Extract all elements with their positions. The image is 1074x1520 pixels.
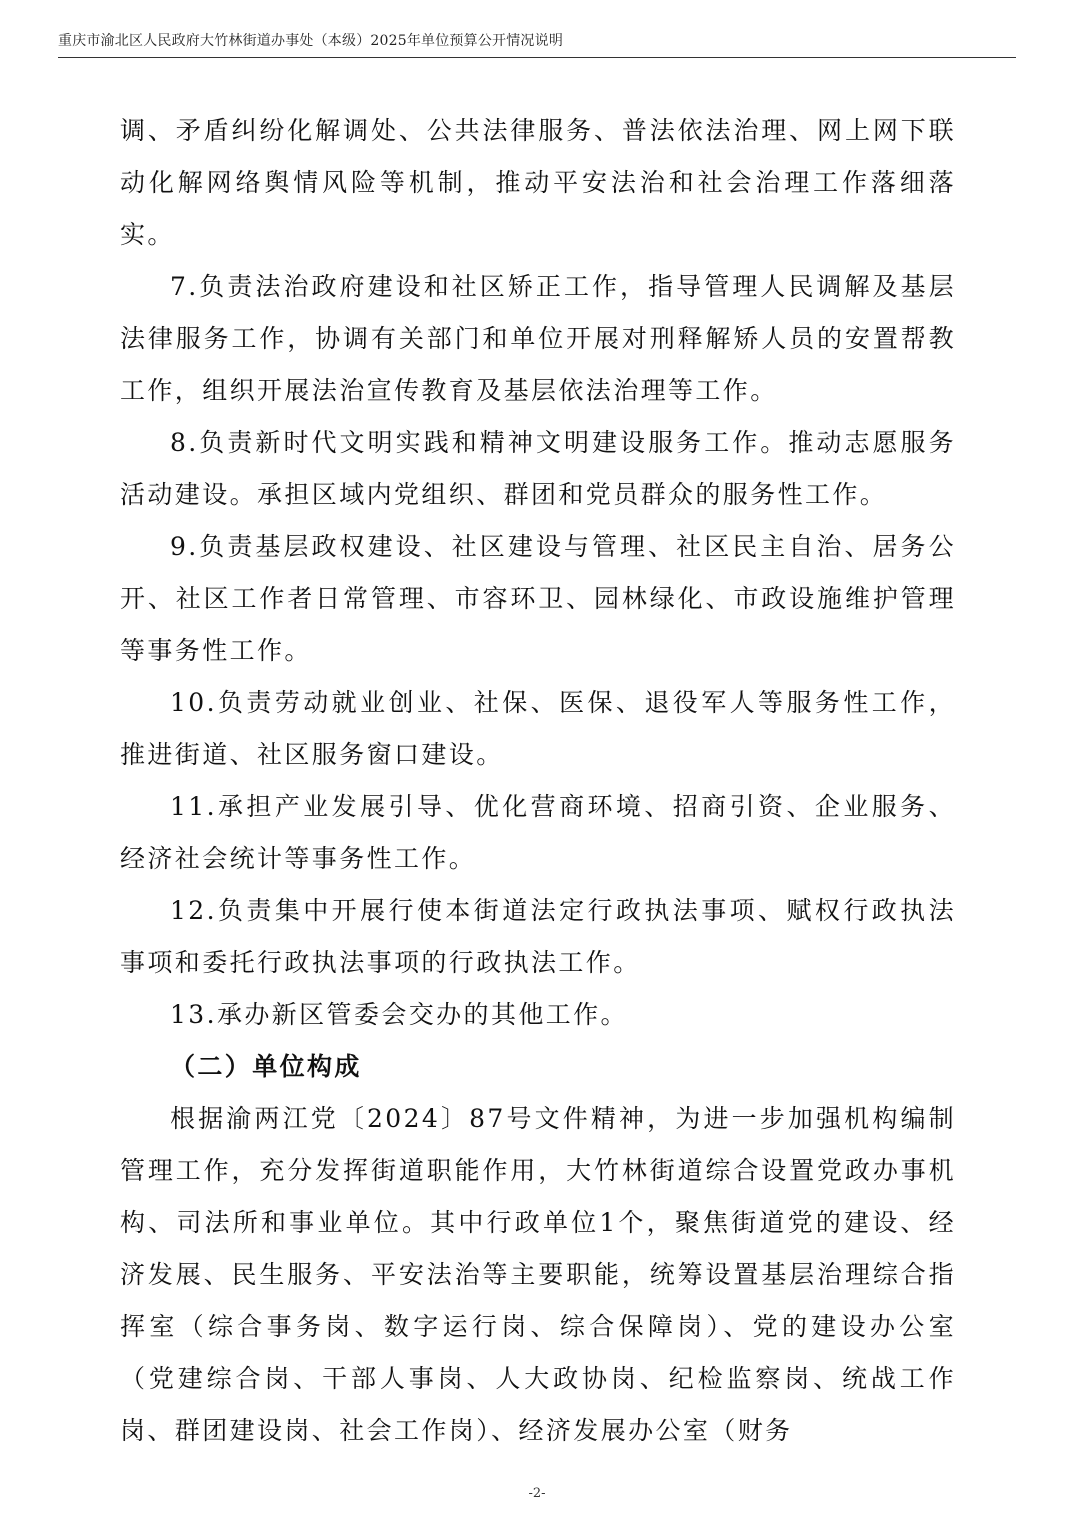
- section-body-paragraph: 根据渝两江党〔2024〕87号文件精神，为进一步加强机构编制管理工作，充分发挥街道职能作用，大竹林街道综合设置党政办事机构、司法所和事业单位。其中行政单位1个，聚焦街道党的建设、经济发展、民生服务、平安法治等主要职能，统筹设置基层治理综合指挥室（综合事务岗、数字运行岗、综合保障岗）、党的建设办公室（党建综合岗、干部人事岗、人大政协岗、纪检监察岗、统战工作岗、群团建设岗、社会工作岗）、经济发展办公室（财务: [120, 1104, 956, 1445]
- paragraph-item-12: 12.负责集中开展行使本街道法定行政执法事项、赋权行政执法事项和委托行政执法事项的行政执法工作。: [120, 896, 956, 977]
- section-heading: （二）单位构成: [170, 1052, 362, 1081]
- paragraph-item-8: 8.负责新时代文明实践和精神文明建设服务工作。推动志愿服务活动建设。承担区域内党组织、群团和党员群众的服务性工作。: [120, 428, 956, 509]
- paragraph-item-9: 9.负责基层政权建设、社区建设与管理、社区民主自治、居务公开、社区工作者日常管理、市容环卫、园林绿化、市政设施维护管理等事务性工作。: [120, 532, 956, 665]
- page-header: 重庆市渝北区人民政府大竹林街道办事处（本级）2025年单位预算公开情况说明: [58, 33, 564, 49]
- paragraph-item-10: 10.负责劳动就业创业、社保、医保、退役军人等服务性工作，推进街道、社区服务窗口建设。: [120, 688, 956, 769]
- paragraph-item-13: 13.承办新区管委会交办的其他工作。: [170, 1000, 628, 1029]
- paragraph-item-7: 7.负责法治政府建设和社区矫正工作，指导管理人民调解及基层法律服务工作，协调有关部门和单位开展对刑释解矫人员的安置帮教工作，组织开展法治宣传教育及基层依法治理等工作。: [120, 272, 956, 405]
- header-divider: [58, 57, 1016, 58]
- page-number: -2-: [528, 1486, 546, 1501]
- paragraph-continuation: 调、矛盾纠纷化解调处、公共法律服务、普法依法治理、网上网下联动化解网络舆情风险等机制，推动平安法治和社会治理工作落细落实。: [120, 116, 956, 249]
- paragraph-item-11: 11.承担产业发展引导、优化营商环境、招商引资、企业服务、经济社会统计等事务性工作。: [120, 792, 956, 873]
- document-body: [120, 105, 956, 1457]
